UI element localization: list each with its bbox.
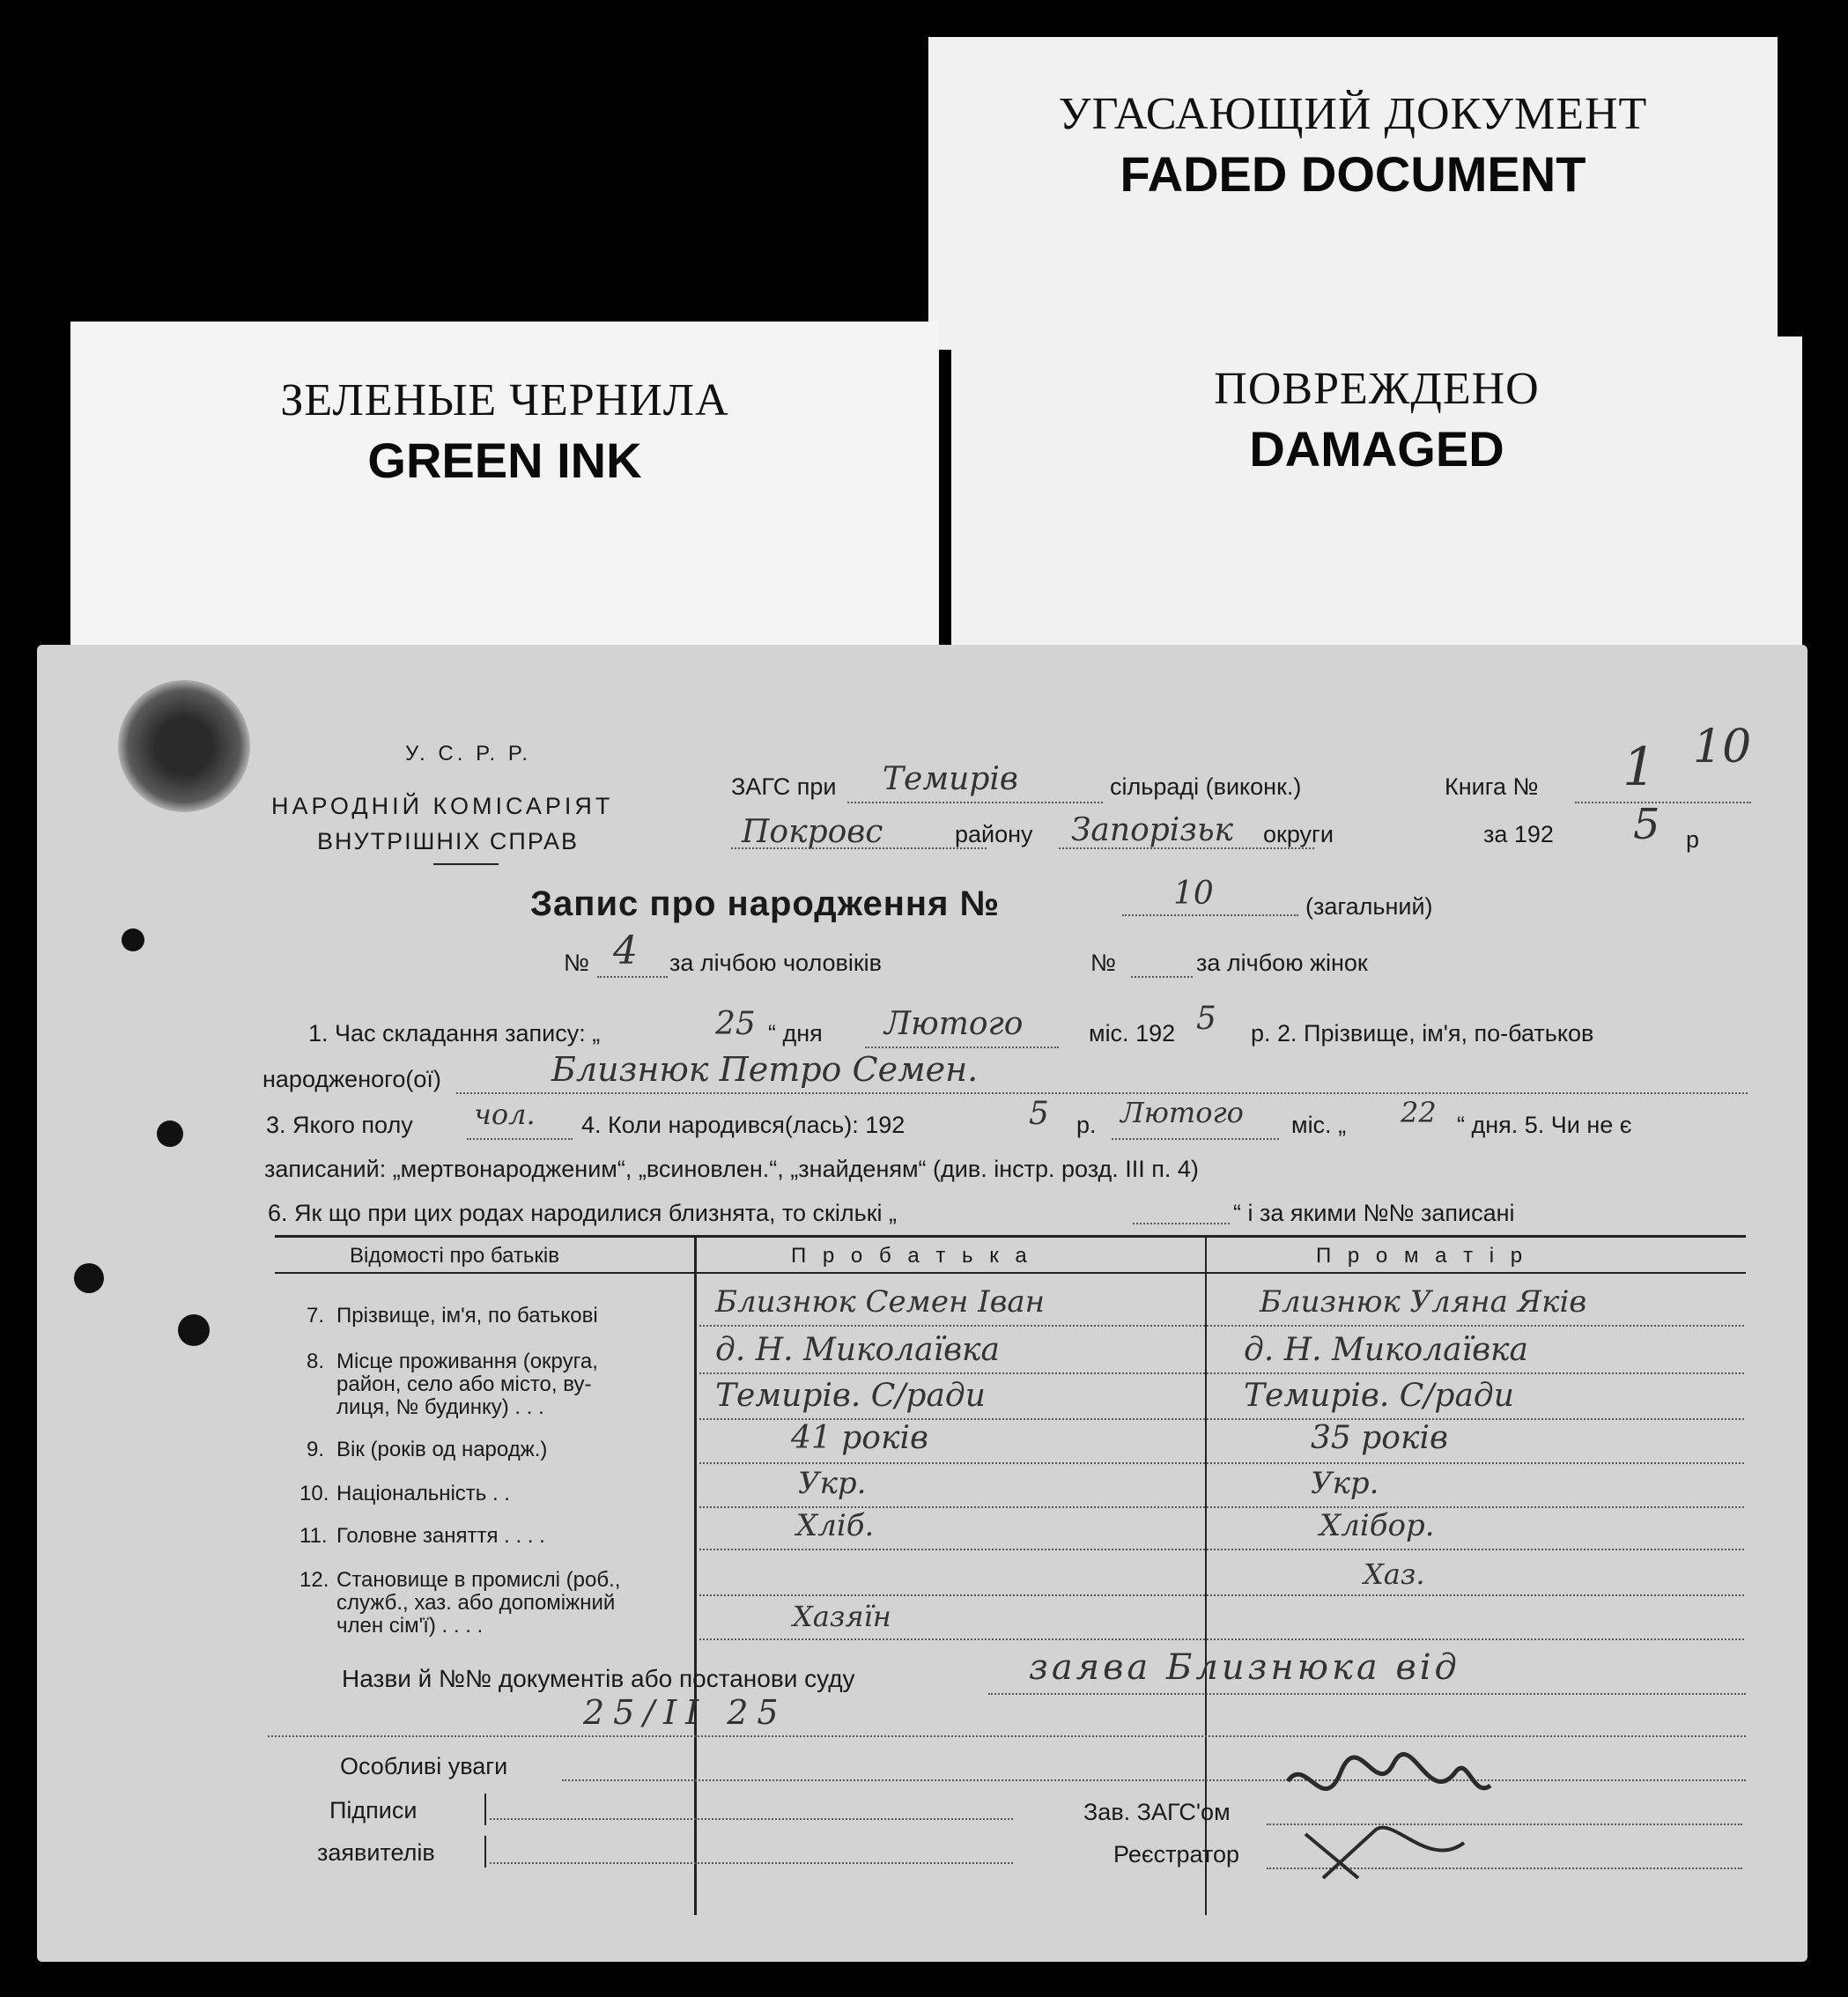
row4-text: записаний: „мертвонародженим“, „всиновлен.“, „знайденям“ (див. інстр. розд. III п. 4)	[264, 1156, 1199, 1182]
row3-e: “ дня. 5. Чи не є	[1457, 1112, 1632, 1138]
row2-value: Близнюк Петро Семен.	[551, 1050, 979, 1089]
row11-label: Головне заняття . . . .	[336, 1524, 545, 1548]
row9-no: 9.	[307, 1438, 325, 1461]
district-value: Покровс	[742, 814, 883, 850]
row3-sex-line	[467, 1138, 573, 1140]
sign-tick	[484, 1836, 486, 1868]
row11-no: 11.	[299, 1524, 328, 1548]
table-header-info: Відомості про батьків	[350, 1244, 559, 1268]
docs-line	[988, 1693, 1746, 1695]
row-line	[699, 1462, 1744, 1464]
row2-line	[456, 1092, 1748, 1094]
zags-value: Темирів	[883, 761, 1018, 797]
row8-father: д. Н. Миколаївка	[715, 1332, 1001, 1368]
birth-record-form	[37, 645, 1807, 1962]
record-number: 10	[1173, 876, 1214, 912]
row12-label-2: служб., хаз. або допоміжний	[336, 1591, 616, 1615]
book-extra: 10	[1693, 721, 1752, 773]
row3-month: Лютого	[1120, 1096, 1244, 1129]
row12-no: 12.	[299, 1568, 329, 1592]
district-line	[731, 847, 987, 849]
sign-line-1	[490, 1818, 1013, 1820]
faded-ru-label: УГАСАЮЩИЙ ДОКУМЕНТ	[1058, 89, 1648, 139]
row7-mother: Близнюк Уляна Яків	[1260, 1284, 1587, 1320]
row11-father: Хліб.	[796, 1508, 875, 1543]
row10-no: 10.	[299, 1482, 329, 1505]
year-suffix: р	[1686, 826, 1700, 853]
men-no-value: 4	[613, 928, 638, 973]
women-label: за лічбою жінок	[1196, 950, 1368, 976]
row1-d: р. 2. Прізвище, ім'я, по-батьков	[1251, 1020, 1594, 1047]
faded-en-label: FADED DOCUMENT	[1120, 146, 1586, 202]
row8-father-2: Темирів. С/ради	[715, 1378, 986, 1414]
row12-label-3: член сім'ї) . . . .	[336, 1614, 484, 1638]
row-line	[699, 1638, 1744, 1640]
green-ink-card	[70, 322, 939, 656]
row1-month-line	[865, 1047, 1059, 1048]
book-label: Книга №	[1445, 773, 1539, 800]
record-number-line	[1122, 914, 1298, 916]
row-line	[699, 1325, 1744, 1327]
row8-label-2: район, село або місто, ву-	[336, 1372, 592, 1396]
row7-father: Близнюк Семен Іван	[715, 1284, 1046, 1320]
men-no-line	[597, 976, 668, 978]
ink-stain	[118, 680, 250, 812]
district-label: району	[955, 821, 1033, 847]
women-no-line	[1131, 976, 1193, 978]
row3-sex: чол.	[474, 1098, 536, 1131]
punch-hole	[157, 1121, 183, 1147]
green-en-label: GREEN INK	[367, 433, 642, 488]
registrar-signature	[1253, 1746, 1517, 1905]
sign-label-1: Підписи	[329, 1797, 418, 1823]
row1-day: 25	[715, 1006, 756, 1042]
row9-label: Вік (років од народж.)	[336, 1438, 548, 1461]
year-value: 5	[1633, 800, 1660, 849]
row3-d: міс. „	[1291, 1112, 1347, 1138]
row10-label: Національність . .	[336, 1482, 510, 1505]
registrar-label: Реєстратор	[1113, 1841, 1240, 1868]
row3-c: р.	[1076, 1112, 1097, 1138]
row5-b: “ і за якими №№ записані	[1233, 1200, 1515, 1226]
book-line	[1575, 802, 1751, 803]
book-value: 1	[1623, 736, 1657, 798]
punch-hole	[122, 928, 144, 951]
selrada-label: сільраді (виконк.)	[1110, 773, 1302, 800]
general-label: (загальний)	[1305, 893, 1433, 920]
divider	[433, 863, 499, 865]
row1-year: 5	[1196, 1001, 1216, 1037]
row8-label: Місце проживання (округа,	[336, 1350, 598, 1373]
row3-day: 22	[1401, 1096, 1437, 1129]
row12-mother: Хаз.	[1364, 1557, 1425, 1591]
row-line	[699, 1594, 1744, 1596]
damaged-en-label: DAMAGED	[1249, 421, 1504, 477]
row3-a: 3. Якого полу	[266, 1112, 413, 1138]
women-no-label: №	[1090, 950, 1116, 976]
faded-document-card	[928, 37, 1778, 350]
row8-mother-2: Темирів. С/ради	[1244, 1378, 1514, 1414]
zags-label: ЗАГС при	[731, 773, 837, 800]
row9-father: 41 років	[791, 1420, 928, 1456]
row8-label-3: лиця, № будинку) . . .	[336, 1395, 544, 1419]
row12-father: Хазяїн	[793, 1600, 891, 1633]
remarks-label: Особливі уваги	[340, 1753, 508, 1779]
zags-line	[847, 802, 1103, 803]
head-label: Зав. ЗАГС'ом	[1083, 1799, 1231, 1825]
commissariat-line-1: НАРОДНІЙ КОМІСАРІЯТ	[271, 793, 614, 819]
okruga-value: Запорізьк	[1071, 812, 1234, 848]
table-header-father: П р о б а т ь к а	[791, 1244, 1032, 1268]
damaged-card	[951, 337, 1802, 654]
men-no-label: №	[564, 950, 589, 976]
damaged-ru-label: ПОВРЕЖДЕНО	[1214, 364, 1540, 414]
punch-hole	[178, 1314, 210, 1346]
men-label: за лічбою чоловіків	[669, 950, 883, 976]
docs-value-2: 25/II 25	[583, 1693, 787, 1732]
row3-month-line	[1112, 1138, 1279, 1140]
row8-no: 8.	[307, 1350, 325, 1373]
row5-a: 6. Як що при цих родах народилися близнята, то скількі „	[268, 1200, 897, 1226]
row10-mother: Укр.	[1311, 1466, 1379, 1501]
row12-label: Становище в промислі (роб.,	[336, 1568, 621, 1592]
punch-hole	[74, 1263, 104, 1293]
docs-value: заява Близнюка від	[1029, 1647, 1460, 1688]
row9-mother: 35 років	[1311, 1420, 1448, 1456]
row3-year: 5	[1029, 1096, 1049, 1132]
twins-count-line	[1133, 1223, 1230, 1224]
row7-no: 7.	[307, 1304, 325, 1328]
green-ru-label: ЗЕЛЕНЫЕ ЧЕРНИЛА	[280, 375, 729, 425]
row11-mother: Хлібор.	[1319, 1508, 1435, 1543]
row7-label: Прізвище, ім'я, по батькові	[336, 1304, 598, 1328]
sign-label-2: заявителів	[317, 1839, 435, 1866]
table-header-rule	[275, 1272, 1746, 1274]
row-line	[699, 1549, 1744, 1550]
row2-label: народженого(ої)	[262, 1066, 441, 1092]
docs-line-2	[268, 1735, 1746, 1737]
row10-father: Укр.	[798, 1466, 867, 1501]
commissariat-line-2: ВНУТРІШНІХ СПРАВ	[317, 828, 580, 854]
remarks-line	[562, 1779, 1746, 1781]
table-header-mother: П р о м а т і р	[1316, 1244, 1528, 1268]
okruga-label: округи	[1263, 821, 1334, 847]
docs-label: Назви й №№ документів або постанови суду	[342, 1665, 855, 1692]
row1-a: 1. Час складання запису: „	[308, 1020, 601, 1047]
sign-tick	[484, 1794, 486, 1825]
row8-mother: д. Н. Миколаївка	[1244, 1332, 1529, 1368]
sign-line-2	[490, 1862, 1013, 1864]
ussr-label: У. С. Р. Р.	[405, 742, 532, 766]
row-line	[699, 1372, 1744, 1374]
row1-month: Лютого	[884, 1006, 1024, 1042]
record-title: Запис про народження №	[530, 884, 1001, 923]
row1-c: міс. 192	[1089, 1020, 1176, 1047]
table-col-rule	[694, 1237, 697, 1915]
year-label: за 192	[1483, 821, 1554, 847]
table-top-rule	[275, 1235, 1746, 1238]
row1-b: “ дня	[768, 1020, 823, 1047]
row3-b: 4. Коли народився(лась): 192	[581, 1112, 906, 1138]
